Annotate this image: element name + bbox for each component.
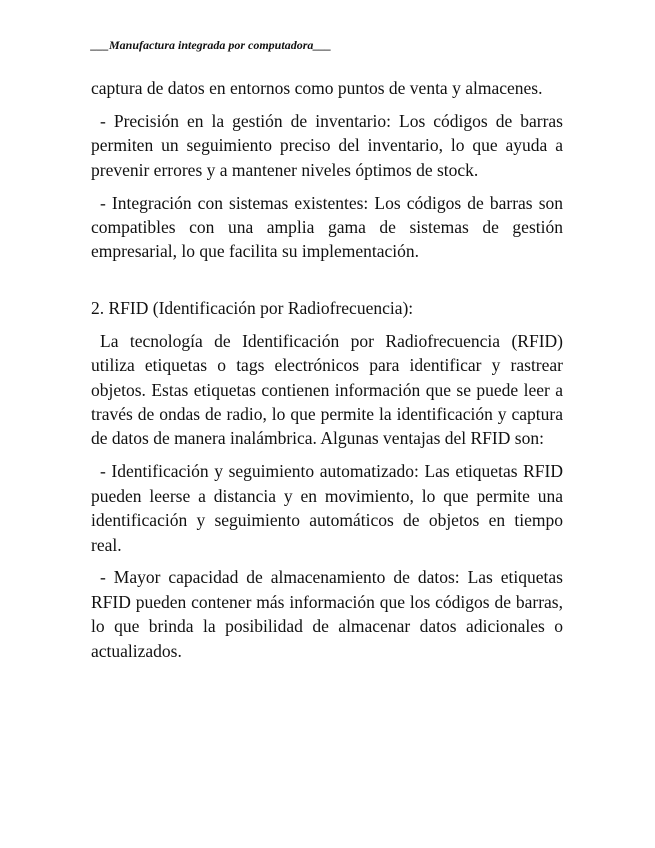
paragraph-bullet-inventory-precision: - Precisión en la gestión de inventario: Los códigos de barras permiten un seguimiento preciso del inventario, lo que ayuda a prevenir errores y a mantener niveles óptimos de stock. xyxy=(91,110,563,180)
paragraph-continuation: captura de datos en entornos como puntos de venta y almacenes. xyxy=(91,78,543,98)
page-body xyxy=(91,76,563,672)
running-header: ___Manufactura integrada por computadora___ xyxy=(91,38,332,52)
paragraph-bullet-storage-capacity: - Mayor capacidad de almacenamiento de datos: Las etiquetas RFID pueden contener más información que los códigos de barras, lo que brinda la posibilidad de almacenar datos adicionales o actualizados. xyxy=(91,567,563,661)
paragraph-rfid-intro: La tecnología de Identificación por Radiofrecuencia (RFID) utiliza etiquetas o tags electrónicos para identificar y rastrear objetos. Estas etiquetas contienen información que se puede leer a través de ondas de radio, lo que permite la identificación y captura de datos de manera inalámbrica. Algunas ventajas del RFID son: xyxy=(91,330,563,449)
section-heading-rfid: 2. RFID (Identificación por Radiofrecuencia): xyxy=(91,297,414,318)
paragraph-bullet-system-integration: - Integración con sistemas existentes: Los códigos de barras son compatibles con una amplia gama de sistemas de gestión empresarial, lo que facilita su implementación. xyxy=(91,192,563,262)
paragraph-bullet-automated-tracking: - Identificación y seguimiento automatizado: Las etiquetas RFID pueden leerse a distancia y en movimiento, lo que permite una identificación y seguimiento automáticos de objetos en tiempo real. xyxy=(91,461,563,555)
